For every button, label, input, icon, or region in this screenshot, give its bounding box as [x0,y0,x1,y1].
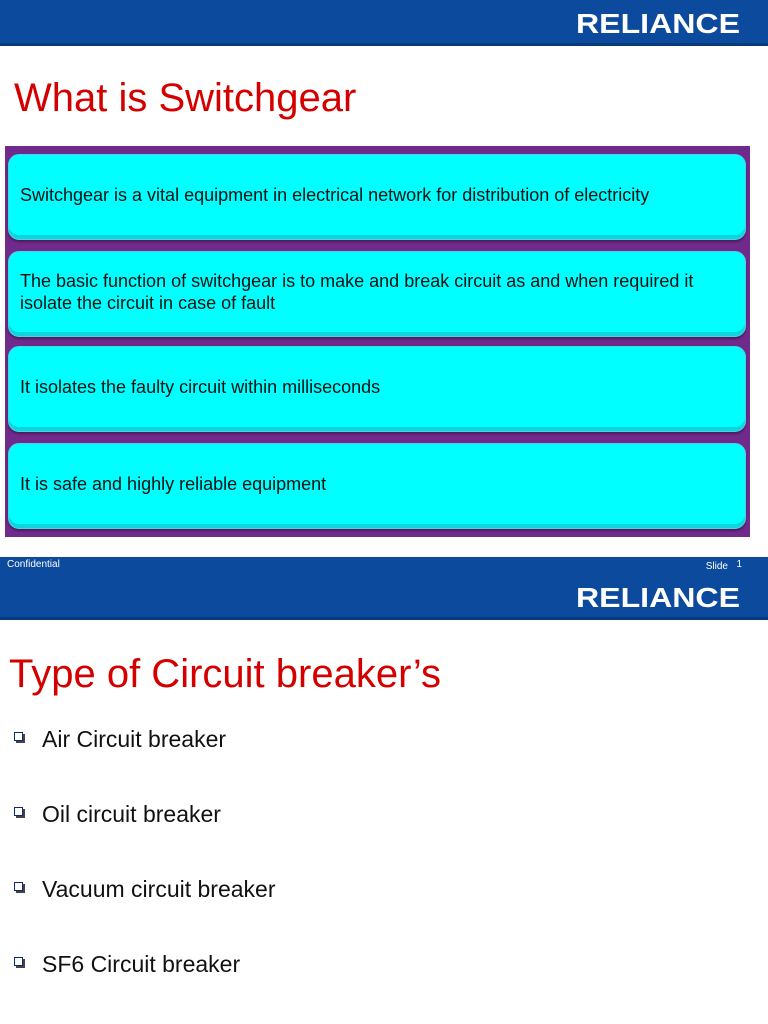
definition-text: It is safe and highly reliable equipment [20,474,327,494]
square-bullet-icon [14,807,23,816]
list-item [14,949,276,1024]
definition-text: It isolates the faulty circuit within milliseconds [20,377,381,397]
list-item-label: Oil circuit breaker [42,801,221,827]
square-bullet-icon [14,957,23,966]
header-rule [0,43,768,46]
list-item [14,874,276,949]
definition-box [8,443,746,529]
confidential-label: Confidential [7,559,60,570]
square-bullet-icon [14,732,23,741]
definition-box [8,154,746,240]
page-title: What is Switchgear [14,76,357,120]
reliance-logo [576,582,740,612]
header-bar [0,574,768,620]
list-item [14,724,276,799]
definition-panel [5,146,750,537]
slide-number: 1 [736,559,742,570]
header-rule [0,617,768,620]
list-item-label: SF6 Circuit breaker [42,951,241,977]
svg-text:RELIANCE: RELIANCE [576,582,740,612]
reliance-logo [576,8,740,38]
list-item-label: Air Circuit breaker [42,726,227,752]
slide-label: Slide [705,561,728,572]
breaker-type-list [14,724,276,1024]
definition-text: The basic function of switchgear is to make and break circuit as and when required it isolate the circuit in case of fault [20,271,694,313]
footer-bar [0,557,768,574]
square-bullet-icon [14,882,23,891]
definition-text: Switchgear is a vital equipment in electrical network for distribution of electricity [20,185,650,205]
definition-box [8,251,746,337]
definition-box [8,346,746,432]
header-bar [0,0,768,46]
list-item [14,799,276,874]
list-item-label: Vacuum circuit breaker [42,876,276,902]
page-title: Type of Circuit breaker’s [9,652,442,696]
slide-2 [0,574,768,1024]
svg-text:RELIANCE: RELIANCE [576,8,740,38]
